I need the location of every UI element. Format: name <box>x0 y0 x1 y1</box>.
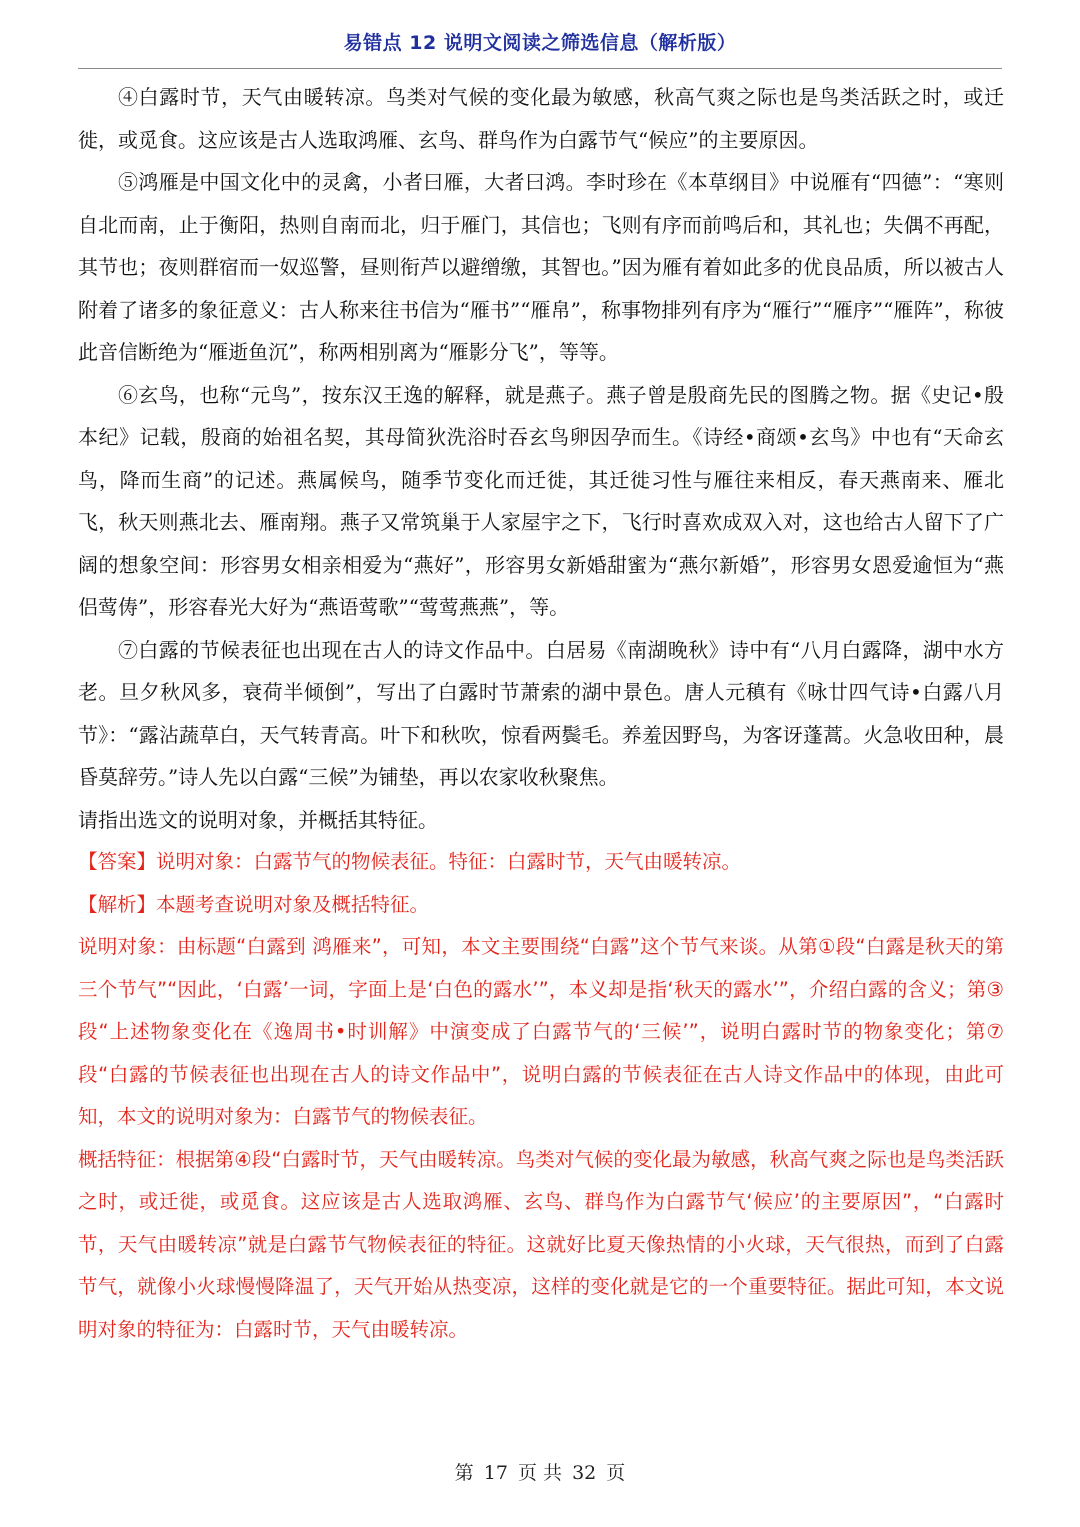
footer-page-current: 17 <box>483 1462 508 1484</box>
analysis-feature: 概括特征：根据第④段“白露时节，天气由暖转凉。鸟类对气候的变化最为敏感，秋高气爽之际也是鸟类活跃之时，或迁徙，或觅食。这应该是古人选取鸿雁、玄鸟、群鸟作为白露节气‘候应’的主要原因”，“白露时节，天气由暖转凉”就是白露节气物候表征的特征。这就好比夏天像热情的小火球，天气很热，而到了白露节气，就像小火球慢慢降温了，天气开始从热变凉，这样的变化就是它的一个重要特征。据此可知，本文说明对象的特征为：白露时节，天气由暖转凉。 <box>78 1147 1004 1341</box>
footer-page-suffix: 页 <box>606 1462 626 1484</box>
footer-page-label: 第 <box>454 1462 474 1484</box>
paragraph-5: ⑤鸿雁是中国文化中的灵禽，小者曰雁，大者曰鸿。李时珍在《本草纲目》中说雁有“四德”：“寒则自北而南，止于衡阳，热则自南而北，归于雁门，其信也；飞则有序而前鸣后和，其礼也；失偶不再配，其节也；夜则群宿而一奴巡警，昼则衔芦以避缯缴，其智也。”因为雁有着如此多的优良品质，所以被古人附着了诸多的象征意义：古人称来往书信为“雁书”“雁帛”，称事物排列有序为“雁行”“雁序”“雁阵”，称彼此音信断绝为“雁逝鱼沉”，称两相别离为“雁影分飞”，等等。 <box>78 170 1004 364</box>
paragraph-7: ⑦白露的节候表征也出现在古人的诗文作品中。白居易《南湖晚秋》诗中有“八月白露降，湖中水方老。旦夕秋风多，衰荷半倾倒”，写出了白露时节萧索的湖中景色。唐人元稹有《咏廿四气诗•白露八月节》：“露沾蔬草白，天气转青高。叶下和秋吹，惊看两鬓毛。养羞因野鸟，为客讶蓬蒿。火急收田种，晨昏莫辞劳。”诗人先以白露“三候”为铺垫，再以农家收秋聚焦。 <box>78 637 1004 789</box>
analysis-object: 说明对象：由标题“白露到 鸿雁来”，可知，本文主要围绕“白露”这个节气来谈。从第①段“白露是秋天的第三个节气”“因此，‘白露’一词，字面上是‘白色的露水’”，本义却是指‘秋天的露水’”，介绍白露的含义；第③段“上述物象变化在《逸周书•时训解》中演变成了白露节气的‘三候’”，说明白露时节的物象变化；第⑦段“白露的节候表征也出现在古人的诗文作品中”，说明白露的节候表征在古人诗文作品中的体现，由此可知，本文的说明对象为：白露节气的物候表征。 <box>78 935 1004 1128</box>
analysis-intro: 【解析】本题考查说明对象及概括特征。 <box>78 892 430 916</box>
answer-text: 【答案】说明对象：白露节气的物候表征。特征：白露时节，天气由暖转凉。 <box>78 850 742 873</box>
page-header-title: 易错点 12 说明文阅读之筛选信息（解析版） <box>343 32 737 54</box>
footer-page-total: 32 <box>572 1462 597 1484</box>
footer-page-sep: 页 共 <box>517 1462 563 1484</box>
paragraph-6: ⑥玄鸟，也称“元鸟”，按东汉王逸的解释，就是燕子。燕子曾是殷商先民的图腾之物。据《史记•殷本纪》记载，殷商的始祖名契，其母简狄洗浴时吞玄鸟卵因孕而生。《诗经•商颂•玄鸟》中也有“天命玄鸟，降而生商”的记述。燕属候鸟，随季节变化而迁徙，其迁徙习性与雁往来相反，春天燕南来、雁北飞，秋天则燕北去、雁南翔。燕子又常筑巢于人家屋宇之下，飞行时喜欢成双入对，这也给古人留下了广阔的想象空间：形容男女相亲相爱为“燕好”，形容男女新婚甜蜜为“燕尔新婚”，形容男女恩爱逾恒为“燕侣莺俦”，形容春光大好为“燕语莺歌”“莺莺燕燕”，等。 <box>78 382 1004 619</box>
document-body <box>78 76 1004 1351</box>
paragraph-4: ④白露时节，天气由暖转凉。鸟类对气候的变化最为敏感，秋高气爽之际也是鸟类活跃之时，或迁徙，或觅食。这应该是古人选取鸿雁、玄鸟、群鸟作为白露节气“候应”的主要原因。 <box>78 85 1004 152</box>
header-divider <box>78 68 1002 69</box>
page-footer <box>0 1458 1080 1485</box>
question-text: 请指出选文的说明对象，并概括其特征。 <box>78 807 438 832</box>
